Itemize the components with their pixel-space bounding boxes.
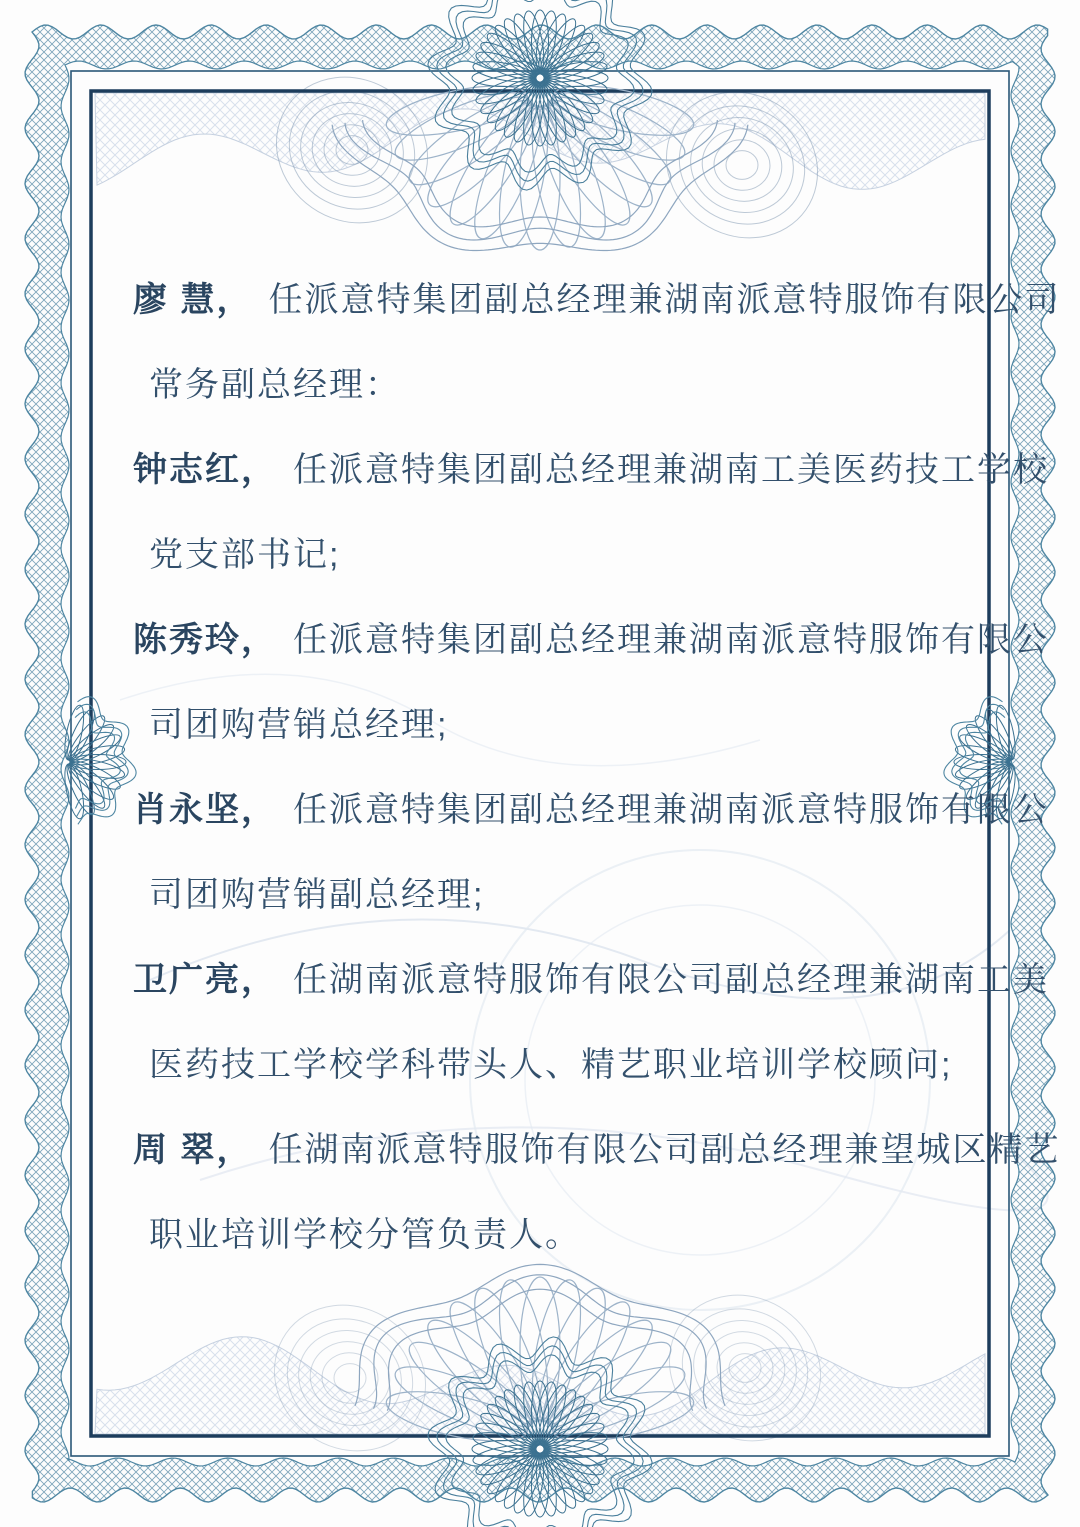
person-name: 周 翠， bbox=[133, 1131, 253, 1169]
appointment-text: 任派意特集团副总经理兼湖南派意特服饰有限公 bbox=[293, 621, 1049, 659]
person-name: 钟志红， bbox=[133, 451, 277, 489]
appointment-text: 党支部书记; bbox=[149, 536, 341, 574]
appointment-line bbox=[133, 513, 953, 598]
appointment-line bbox=[133, 768, 1049, 853]
appointment-line bbox=[133, 938, 1049, 1023]
person-name: 肖永坚， bbox=[133, 791, 277, 829]
appointment-text: 任湖南派意特服饰有限公司副总经理兼湖南工美 bbox=[293, 961, 1049, 999]
appointment-line bbox=[133, 258, 1061, 343]
person-name: 卫广亮， bbox=[133, 961, 277, 999]
appointment-text: 任派意特集团副总经理兼湖南派意特服饰有限公 bbox=[293, 791, 1049, 829]
appointment-line bbox=[133, 1108, 1061, 1193]
appointment-text: 任派意特集团副总经理兼湖南派意特服饰有限公司 bbox=[268, 281, 1061, 319]
person-name: 廖 慧， bbox=[133, 281, 253, 319]
appointment-text: 职业培训学校分管负责人。 bbox=[149, 1216, 581, 1254]
appointment-line bbox=[133, 683, 953, 768]
appointment-text: 任湖南派意特服饰有限公司副总经理兼望城区精艺 bbox=[268, 1131, 1061, 1169]
appointment-text: 任派意特集团副总经理兼湖南工美医药技工学校 bbox=[293, 451, 1049, 489]
appointment-line bbox=[133, 343, 953, 428]
appointment-text: 常务副总经理： bbox=[149, 366, 401, 404]
appointment-list bbox=[133, 258, 1061, 1278]
appointment-line bbox=[133, 428, 1049, 513]
appointment-line bbox=[133, 1023, 953, 1108]
person-name: 陈秀玲， bbox=[133, 621, 277, 659]
appointment-line bbox=[133, 598, 1049, 683]
appointment-text: 司团购营销总经理; bbox=[149, 706, 449, 744]
appointment-line bbox=[133, 853, 953, 938]
appointment-text: 医药技工学校学科带头人、精艺职业培训学校顾问; bbox=[149, 1046, 953, 1084]
appointment-line bbox=[133, 1193, 953, 1278]
appointment-text: 司团购营销副总经理; bbox=[149, 876, 485, 914]
